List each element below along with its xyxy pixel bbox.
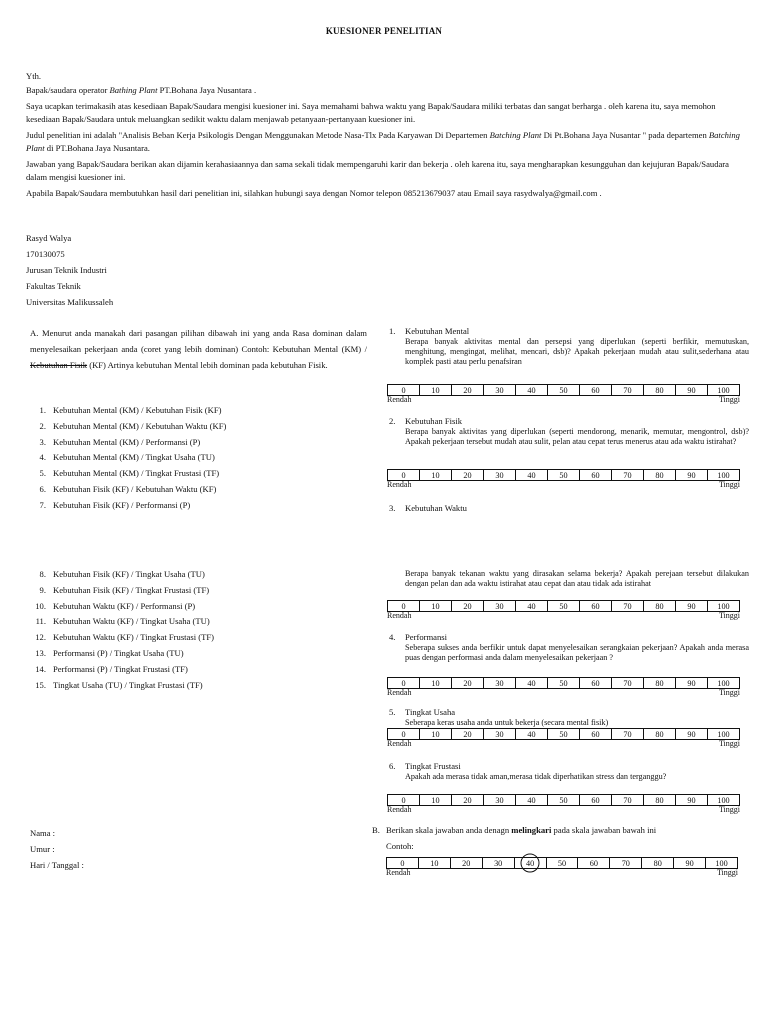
scale-anchors bbox=[387, 611, 740, 621]
intro-letter bbox=[26, 70, 746, 203]
pair-item[interactable] bbox=[28, 498, 226, 514]
scale-option-70[interactable]: 70 bbox=[612, 795, 644, 805]
scale-option-0[interactable]: 0 bbox=[388, 470, 420, 480]
pair-item[interactable] bbox=[28, 435, 226, 451]
pair-number: 10. bbox=[35, 600, 46, 611]
pair-number: 7. bbox=[39, 499, 46, 510]
pair-item[interactable] bbox=[28, 403, 226, 419]
scale-option-50[interactable]: 50 bbox=[547, 858, 579, 868]
scale-option-60[interactable]: 60 bbox=[580, 385, 612, 395]
pair-number: 8. bbox=[39, 569, 46, 579]
pair-item[interactable] bbox=[28, 466, 226, 482]
scale-option-10[interactable]: 10 bbox=[419, 858, 451, 868]
scale-option-100[interactable]: 100 bbox=[717, 796, 730, 805]
scale-option-60[interactable]: 60 bbox=[580, 470, 612, 480]
pair-item[interactable] bbox=[28, 450, 226, 466]
scale-option-60[interactable]: 60 bbox=[580, 795, 612, 805]
scale-high-label: Tinggi bbox=[718, 805, 740, 814]
pair-number: 4. bbox=[39, 452, 46, 463]
scale-option-90[interactable]: 90 bbox=[676, 729, 708, 739]
scale-option-80[interactable]: 80 bbox=[644, 601, 676, 611]
pair-number: 6. bbox=[39, 483, 46, 494]
scale-option-10[interactable]: 10 bbox=[420, 601, 452, 611]
pair-item[interactable] bbox=[28, 482, 226, 498]
scale-option-90[interactable]: 90 bbox=[676, 385, 708, 395]
pair-number: 13. bbox=[35, 647, 46, 658]
scale-high-label: Tinggi bbox=[718, 611, 740, 620]
scale-option-0[interactable]: 0 bbox=[388, 601, 420, 611]
pair-item[interactable] bbox=[28, 630, 214, 646]
pair-text[interactable]: Kebutuhan Mental (KM) / Tingkat Usaha (TU) bbox=[53, 452, 215, 463]
scale-anchors bbox=[387, 480, 740, 490]
pair-number: 12. bbox=[35, 632, 46, 643]
pair-number: 3. bbox=[39, 436, 46, 447]
scale-option-70[interactable]: 70 bbox=[612, 470, 644, 480]
age-field-label[interactable]: Umur : bbox=[30, 844, 55, 854]
scale-option-80[interactable]: 80 bbox=[644, 470, 676, 480]
greeting: Yth. bbox=[26, 71, 42, 81]
scale-option-30[interactable]: 30 bbox=[484, 729, 516, 739]
scale-option-10[interactable]: 10 bbox=[420, 385, 452, 395]
scale-option-0[interactable]: 0 bbox=[387, 858, 419, 868]
question-title: Tingkat Frustasi bbox=[405, 761, 461, 771]
scale-option-90[interactable]: 90 bbox=[676, 678, 708, 688]
scale-option-40[interactable]: 40 bbox=[516, 678, 548, 688]
pair-text[interactable]: Kebutuhan Waktu (KF) / Tingkat Usaha (TU) bbox=[53, 616, 210, 627]
page-title: KUESIONER PENELITIAN bbox=[325, 26, 443, 36]
scale-anchors bbox=[387, 395, 740, 405]
pair-number: 14. bbox=[35, 663, 46, 674]
author-university: Universitas Malikussaleh bbox=[26, 297, 114, 307]
intro-line-1: Bapak/saudara operator Bathing Plant PT.Bohana Jaya Nusantara . bbox=[26, 85, 257, 95]
respondent-fields bbox=[30, 825, 84, 873]
scale-option-10[interactable]: 10 bbox=[420, 678, 452, 688]
scale-option-80[interactable]: 80 bbox=[644, 678, 676, 688]
scale-option-20[interactable]: 20 bbox=[452, 795, 484, 805]
scale-option-90[interactable]: 90 bbox=[676, 795, 708, 805]
scale-option-20[interactable]: 20 bbox=[451, 858, 483, 868]
pair-text[interactable]: Kebutuhan Mental (KM) / Kebutuhan Fisik (KF) bbox=[53, 405, 222, 415]
scale-option-100[interactable]: 100 bbox=[717, 386, 730, 395]
pair-list-2 bbox=[28, 567, 214, 693]
scale-low-label: Rendah bbox=[387, 395, 412, 404]
scale-option-70[interactable]: 70 bbox=[612, 729, 644, 739]
scale-anchors bbox=[387, 688, 740, 698]
scale-anchors bbox=[386, 868, 738, 878]
scale-option-70[interactable]: 70 bbox=[610, 858, 642, 868]
pair-text[interactable]: Kebutuhan Mental (KM) / Kebutuhan Waktu (KF) bbox=[53, 420, 227, 431]
scale-option-50[interactable]: 50 bbox=[548, 678, 580, 688]
scale-high-label: Tinggi bbox=[716, 868, 738, 877]
scale-option-50[interactable]: 50 bbox=[548, 795, 580, 805]
pair-text[interactable]: Performansi (P) / Tingkat Usaha (TU) bbox=[53, 647, 184, 658]
question-title: Performansi bbox=[405, 632, 448, 642]
question-3-description: Berapa banyak tekanan waktu yang dirasakan selama bekerja? Apakah perejaan tersebut dilakukan dengan pelan dan ada waktu istirahat atau cepat dan atau tidak ada istirahat bbox=[405, 569, 749, 588]
author-department: Jurusan Teknik Industri bbox=[26, 265, 107, 275]
scale-option-40[interactable]: 40 bbox=[515, 858, 547, 868]
scale-option-40[interactable]: 40 bbox=[516, 795, 548, 805]
section-a-instructions: A. Menurut anda manakah dari pasangan pilihan dibawah ini yang anda Rasa dominan dalam menyelesaikan pekerjaan anda (coret yang lebih dominan) Contoh: Kebutuhan Mental (KM) / Kebutuhan Fisik (KF) Artinya kebutuhan Mental lebih dominan pada kebutuhan Fisik. bbox=[30, 328, 367, 370]
scale-option-70[interactable]: 70 bbox=[612, 601, 644, 611]
pair-text[interactable]: Kebutuhan Fisik (KF) / Kebutuhan Waktu (KF) bbox=[53, 483, 217, 494]
scale-option-50[interactable]: 50 bbox=[548, 385, 580, 395]
pair-number: 5. bbox=[39, 468, 46, 479]
scale-option-100[interactable]: 100 bbox=[717, 730, 730, 739]
scale-high-label: Tinggi bbox=[718, 395, 740, 404]
scale-option-100[interactable]: 100 bbox=[717, 471, 730, 480]
question-3: 3. Kebutuhan Waktu bbox=[389, 503, 467, 513]
section-b-instructions: B. Berikan skala jawaban anda denagn melingkari pada skala jawaban bawah ini bbox=[372, 825, 657, 835]
question-description: Seberapa sukses anda berfikir untuk dapat menyelesaikan serangkaian pekerjaan? Apakah anda merasa puas dengan performasi anda dalam menyelesaikan pekerjaan ? bbox=[405, 642, 749, 662]
scale-high-label: Tinggi bbox=[718, 688, 740, 697]
scale-option-80[interactable]: 80 bbox=[644, 729, 676, 739]
scale-option-40[interactable]: 40 bbox=[516, 385, 548, 395]
scale-option-80[interactable]: 80 bbox=[642, 858, 674, 868]
question-2: 2. Kebutuhan Fisik Berapa banyak aktivitas yang diperlukan (seperti mendorong, menarik, memutar, mengontrol, dsb)? Apakah pekerjaan tersebut mudah atau sulit, pelan atau cepat terus menerus atau ada waktu istirahat? bbox=[389, 416, 749, 446]
name-field-label[interactable]: Nama : bbox=[30, 828, 56, 838]
scale-option-70[interactable]: 70 bbox=[612, 678, 644, 688]
scale-option-90[interactable]: 90 bbox=[676, 470, 708, 480]
scale-option-60[interactable]: 60 bbox=[578, 858, 610, 868]
pair-item[interactable] bbox=[28, 646, 214, 662]
scale-option-60[interactable]: 60 bbox=[580, 729, 612, 739]
scale-option-40[interactable]: 40 bbox=[516, 470, 548, 480]
scale-option-20[interactable]: 20 bbox=[452, 470, 484, 480]
pair-item[interactable] bbox=[28, 614, 214, 630]
signature-block bbox=[26, 230, 113, 310]
pair-number: 2. bbox=[39, 420, 46, 431]
scale-option-60[interactable]: 60 bbox=[580, 678, 612, 688]
scale-low-label: Rendah bbox=[387, 688, 412, 697]
scale-option-90[interactable]: 90 bbox=[674, 858, 706, 868]
pair-number: 11. bbox=[35, 616, 46, 627]
scale-anchors bbox=[387, 805, 740, 815]
question-title: Kebutuhan Waktu bbox=[405, 503, 467, 513]
scale-option-30[interactable]: 30 bbox=[484, 795, 516, 805]
scale-option-10[interactable]: 10 bbox=[420, 729, 452, 739]
scale-low-label: Rendah bbox=[386, 868, 411, 877]
scale-option-30[interactable]: 30 bbox=[483, 858, 515, 868]
pair-item[interactable] bbox=[28, 567, 214, 583]
scale-anchors bbox=[387, 739, 740, 749]
pair-item[interactable] bbox=[28, 583, 214, 599]
pair-text[interactable]: Kebutuhan Fisik (KF) / Tingkat Frustasi (TF) bbox=[53, 584, 210, 595]
scale-option-90[interactable]: 90 bbox=[676, 601, 708, 611]
scale-option-100[interactable]: 100 bbox=[715, 859, 728, 868]
question-description: Berapa banyak aktivitas yang diperlukan (seperti mendorong, menarik, memutar, mengontrol, dsb)? Apakah pekerjaan tersebut mudah atau sulit, pelan atau cepat terus menerus atau ada waktu istirahat? bbox=[405, 426, 749, 446]
pair-text[interactable]: Kebutuhan Mental (KM) / Performansi (P) bbox=[53, 436, 201, 447]
question-title: Tingkat Usaha bbox=[405, 707, 456, 717]
question-description: Apakah ada merasa tidak aman,merasa tidak diperhatikan stress dan terganggu? bbox=[405, 771, 667, 781]
pair-number: 1. bbox=[39, 405, 46, 415]
scale-option-20[interactable]: 20 bbox=[452, 601, 484, 611]
pair-text[interactable]: Kebutuhan Fisik (KF) / Tingkat Usaha (TU) bbox=[53, 569, 205, 579]
scale-option-30[interactable]: 30 bbox=[484, 601, 516, 611]
pair-text[interactable]: Kebutuhan Waktu (KF) / Tingkat Frustasi (TF) bbox=[53, 632, 214, 643]
question-description: Seberapa keras usaha anda untuk bekerja (secara mental fisik) bbox=[405, 717, 609, 727]
question-title: Kebutuhan Fisik bbox=[405, 416, 463, 426]
question-title: Kebutuhan Mental bbox=[405, 326, 470, 336]
scale-option-20[interactable]: 20 bbox=[452, 729, 484, 739]
scale-option-0[interactable]: 0 bbox=[388, 678, 420, 688]
scale-option-40[interactable]: 40 bbox=[516, 729, 548, 739]
scale-option-10[interactable]: 10 bbox=[420, 795, 452, 805]
scale-option-50[interactable]: 50 bbox=[548, 729, 580, 739]
scale-option-50[interactable]: 50 bbox=[548, 470, 580, 480]
scale-option-80[interactable]: 80 bbox=[644, 795, 676, 805]
pair-text[interactable]: Tingkat Usaha (TU) / Tingkat Frustasi (TF) bbox=[53, 679, 203, 690]
scale-option-30[interactable]: 30 bbox=[484, 678, 516, 688]
pair-text[interactable]: Kebutuhan Fisik (KF) / Performansi (P) bbox=[53, 499, 191, 510]
question-5: 5. Tingkat Usaha Seberapa keras usaha anda untuk bekerja (secara mental fisik) bbox=[389, 707, 749, 728]
scale-option-0[interactable]: 0 bbox=[388, 729, 420, 739]
scale-option-70[interactable]: 70 bbox=[612, 385, 644, 395]
pair-list-1 bbox=[28, 403, 226, 514]
question-description: Berapa banyak aktivitas mental dan persepsi yang diperlukan (seperti berfikir, memutuskan, menghitung, mengingat, melihat, mencari, dsb)? Apakah pekerjaan mudah atau sulit,sederhana atau komplek pasti atau perlu penafsiran bbox=[405, 336, 749, 366]
scale-high-label: Tinggi bbox=[718, 480, 740, 489]
pair-text[interactable]: Performansi (P) / Tingkat Frustasi (TF) bbox=[53, 663, 188, 674]
scale-low-label: Rendah bbox=[387, 805, 412, 814]
author-faculty: Fakultas Teknik bbox=[26, 281, 81, 291]
date-field-label[interactable]: Hari / Tanggal : bbox=[30, 860, 84, 870]
question-1: 1. Kebutuhan Mental Berapa banyak aktivitas mental dan persepsi yang diperlukan (seperti berfikir, memutuskan, menghitung, mengingat, melihat, mencari, dsb)? Apakah pekerjaan mudah atau sulit,sederhana atau komplek pasti atau perlu penafsiran bbox=[389, 326, 749, 366]
scale-option-20[interactable]: 20 bbox=[452, 678, 484, 688]
question-6: 6. Tingkat Frustasi Apakah ada merasa tidak aman,merasa tidak diperhatikan stress dan terganggu? bbox=[389, 761, 749, 782]
scale-option-30[interactable]: 30 bbox=[484, 470, 516, 480]
pair-number: 15. bbox=[35, 679, 46, 690]
scale-option-80[interactable]: 80 bbox=[644, 385, 676, 395]
example-label: Contoh: bbox=[386, 841, 414, 851]
scale-option-60[interactable]: 60 bbox=[580, 601, 612, 611]
pair-item[interactable] bbox=[28, 662, 214, 678]
intro-paragraph-3: Judul penelitian ini adalah "Analisis Beban Kerja Psikologis Dengan Menggunakan Metode Nasa-Tlx Pada Karyawan Di Departemen Batching Plant Di Pt.Bohana Jaya Nusantar " pada departemen Batching Plant di PT.Bohana Jaya Nusantara. bbox=[26, 130, 740, 153]
author-id: 170130075 bbox=[26, 249, 65, 259]
pair-item[interactable] bbox=[28, 419, 226, 435]
scale-option-40[interactable]: 40 bbox=[516, 601, 548, 611]
scale-high-label: Tinggi bbox=[718, 739, 740, 748]
scale-low-label: Rendah bbox=[387, 480, 412, 489]
scale-option-0[interactable]: 0 bbox=[388, 795, 420, 805]
pair-item[interactable] bbox=[28, 678, 214, 694]
scale-option-50[interactable]: 50 bbox=[548, 601, 580, 611]
scale-option-20[interactable]: 20 bbox=[452, 385, 484, 395]
pair-item[interactable] bbox=[28, 599, 214, 615]
pair-text[interactable]: Kebutuhan Mental (KM) / Tingkat Frustasi (TF) bbox=[53, 468, 220, 479]
scale-low-label: Rendah bbox=[387, 739, 412, 748]
scale-option-0[interactable]: 0 bbox=[388, 385, 420, 395]
scale-option-100[interactable]: 100 bbox=[717, 602, 730, 611]
scale-option-10[interactable]: 10 bbox=[420, 470, 452, 480]
pair-number: 9. bbox=[39, 584, 46, 595]
intro-paragraph-2: Saya ucapkan terimakasih atas kesediaan Bapak/Saudara mengisi kuesioner ini. Saya memahami bahwa waktu yang Bapak/Saudara miliki terbatas dan sangat berharga . oleh karena itu, saya memohon kesediaan Bapak/Saudara untuk meluangkan sedikit waktu dalam menjawab petanyaan-pertanyaan kuesioner ini. bbox=[26, 101, 716, 124]
intro-paragraph-5: Apabila Bapak/Saudara membutuhkan hasil dari penelitian ini, silahkan hubungi saya dengan Nomor telepon 085213679037 atau Email saya rasydwalya@gmail.com . bbox=[26, 188, 602, 198]
intro-paragraph-4: Jawaban yang Bapak/Saudara berikan akan dijamin kerahasiaannya dan sama sekali tidak mempengaruhi karir dan bekerja . oleh karena itu, saya mengharapkan kesungguhan dan kejujuran Bapak/Saudara dalam mengisi kuesioner ini. bbox=[26, 159, 729, 182]
scale-option-100[interactable]: 100 bbox=[717, 679, 730, 688]
scale-low-label: Rendah bbox=[387, 611, 412, 620]
scale-option-30[interactable]: 30 bbox=[484, 385, 516, 395]
question-4: 4. Performansi Seberapa sukses anda berfikir untuk dapat menyelesaikan serangkaian pekerjaan? Apakah anda merasa puas dengan performasi anda dalam menyelesaikan pekerjaan ? bbox=[389, 632, 749, 662]
pair-text[interactable]: Kebutuhan Waktu (KF) / Performansi (P) bbox=[53, 600, 196, 611]
author-name: Rasyd Walya bbox=[26, 233, 72, 243]
